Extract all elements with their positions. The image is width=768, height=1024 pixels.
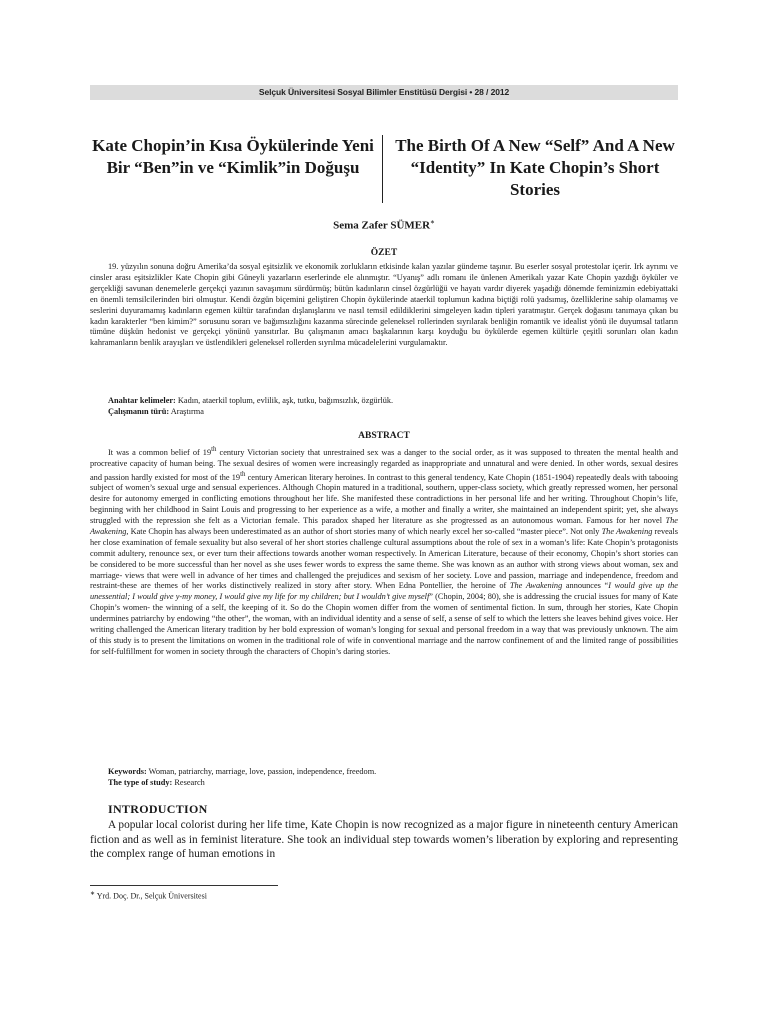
author-name: Sema Zafer SÜMER bbox=[333, 219, 431, 232]
abstract-heading: ABSTRACT bbox=[358, 431, 410, 441]
ozet-heading: ÖZET bbox=[370, 248, 398, 258]
abstract-keywords bbox=[108, 766, 668, 777]
footnote-rule bbox=[90, 885, 278, 886]
ozet-study-label: Çalışmanın türü: bbox=[108, 407, 170, 416]
abstract-text: It was a common belief of 19th century Victorian society that unrestrained sex was a danger to the social order, as it was supposed to threaten the mental health and procreative capacity of human being. The sexual desires of women were increasingly regarded as inappropriate and unnatural and were denied. In other words, sexual desires and passion hardly existed for most of the 19th century American literary heroines. In contrast to this general tendency, Kate Chopin (1851-1904) repeatedly deals with tabooing subject of women’s sexual urge and sensual experiences. Although Chopin matured in a traditional, southern, upper-class society, which greatly repressed women, her personal desire for autonomy emerged in conflicting emotions throughout her life. She manifested these contradictions in her personal life and her writing. Throughout Chopin’s life, beginning with her childhood in Saint Louis and progressing to her experience as a wife, a mother and finally a writer, she maintained an independent spirit; yet, she always struggled with the repression she felt as a Victorian female. This paradox shaped her literature as she progressed as an autonomous woman. Famous for her novel The Awakening, Kate Chopin has always been underestimated as an author of short stories many of which nearly excel her so-called “master piece”. Not only The Awakening reveals her close examination of female sexuality but also several of her short stories challenge cultural assumptions about the role of sex in a woman’s life: Kate Chopin’s protagonists commit adultery, renounce sex, or ever turn their affections towards another woman respectively. In American Literature, because of their economy, Chopin’s short stories can be considered to be more successful than her novel as she uses fewer words to express the same theme. She was known as an author with strong views about woman, sex and marriage- views that were well in advance of her times and challenged the prejudices and sexism of her society. Love and passion, marriage and independence, freedom and restraint-these are themes of her works distinctively realized in story after story. When Edna Pontellier, the heroine of The Awakening announces “I would give up the unessential; I would give y-my money, I would give my life for my children; but I wouldn’t give myself” (Chopin, 2004; 80), she is addressing the crucial issues for many of Kate Chopin’s women- the winning of a self, the keeping of it. So do the Chopin women differ from the women of sentimental fiction. In sum, through her stories, Kate Chopin undermines patriarchy by endowing “the other”, the woman, with an individual identity and a sense of self, a sense of self to which the letters she leaves behind gives voice. Her writing challenged the American literary tradition by her bold expression of woman’s longing for sexual and personal freedom in a way that was previously unknown. The aim of this study is to present the limitations on women in the traditional role of wife in conventional marriage and the narrow confinement of and the limited range of possibilities for self-fulfillment for women in society through the characters of Chopin’s daring stories. bbox=[90, 446, 678, 656]
ozet-keywords bbox=[108, 395, 668, 406]
introduction-text: A popular local colorist during her life time, Kate Chopin is now recognized as a major figure in nineteenth century American fiction and as well as in feminist literature. She took an individual step towards women’s liberation by exploring and representing the complex range of human emotions in bbox=[90, 819, 678, 860]
ozet-keywords-label: Anahtar kelimeler: bbox=[108, 396, 176, 405]
author-footnote-mark: ∗ bbox=[430, 218, 435, 226]
ozet-keywords-value: Kadın, ataerkil toplum, evlilik, aşk, tutku, bağımsızlık, özgürlük. bbox=[177, 396, 394, 405]
journal-header bbox=[90, 85, 678, 100]
abstract-study-label: The type of study: bbox=[108, 778, 173, 787]
footnote-mark: ∗ bbox=[90, 891, 96, 897]
ozet-study-type bbox=[108, 406, 668, 417]
ozet-study-value: Araştırma bbox=[170, 407, 204, 416]
abstract-study-value: Research bbox=[174, 778, 205, 787]
journal-header-text: Selçuk Üniversitesi Sosyal Bilimler Enstitüsü Dergisi • 28 / 2012 bbox=[258, 87, 510, 97]
abstract-keywords-value: Woman, patriarchy, marriage, love, passion, independence, freedom. bbox=[148, 767, 377, 776]
english-title: The Birth Of A New “Self” And A New “Identity” In Kate Chopin’s Short Stories bbox=[395, 136, 675, 199]
abstract-keywords-label: Keywords: bbox=[108, 767, 147, 776]
author-line bbox=[90, 217, 678, 232]
footnote-text: Yrd. Doç. Dr., Selçuk Üniversitesi bbox=[96, 891, 207, 901]
footnote bbox=[90, 890, 207, 901]
title-divider bbox=[382, 135, 383, 203]
turkish-title: Kate Chopin’in Kısa Öykülerinde Yeni Bir “Ben”in ve “Kimlik”in Doğuşu bbox=[92, 136, 374, 177]
introduction-heading: INTRODUCTION bbox=[108, 802, 208, 816]
ozet-text: 19. yüzyılın sonuna doğru Amerika’da sosyal eşitsizlik ve ekonomik zorlukların etkisinde kalan yazılar gündeme taşınır. Bu eserler sosyal protestolar içerir. Irk ayrımı ve cinsler arası eşitsizlikler Kate Chopin gibi Güneyli yazarların eserlerinde ele alınmıştır. “Uyanış” adlı romanı ile ünlenen Amerikalı yazar Kate Chopin yazdığı öyküler ve gerçekliği savunan denemelerle gerçekçi yazının savaşımını sürdürmüş; bütün kadınların cinsel özgürlüğü ve hayatı vardır diyerek yaşadığı dönemde feminizmin edebiyattaki en önemli temsilcilerinden biri olmuştur. Kendi özgün biçemini geliştiren Chopin öykülerinde ataerkil toplumun kadına biçtiği rolü yadsımış, özelliklerine sahip olamamış ve seslerini duyuramamış kadınların egemen kültür tarafından dışlanışlarını ve nasıl temsil edildiklerini simgeleyen kadın tipleri yaratmıştır. Gerçek doğasını tanımaya çıkan bu kadın karakterler “ben kimim?” sorusunu sorarı ve bağımsızlığını kazanma sürecinde geleneksel rollerinden sıyrılarak benliğin romantik ve idealist yönü ile duyumsal tatların tümüne düşkün hedonist ve gerçekçi yönünü yansıtırlar. Bu çalışmanın amacı başkalarının karşı koyduğu bu öykülerde egemen kültürle çeşitli sorunları olan kadın kahramanların benlik arayışları ve üstlendikleri geleneksel rollerden sıyrılma mücadelelerini vurgulamaktır. bbox=[90, 262, 678, 348]
abstract-study-type bbox=[108, 777, 668, 788]
title-block bbox=[90, 135, 678, 205]
